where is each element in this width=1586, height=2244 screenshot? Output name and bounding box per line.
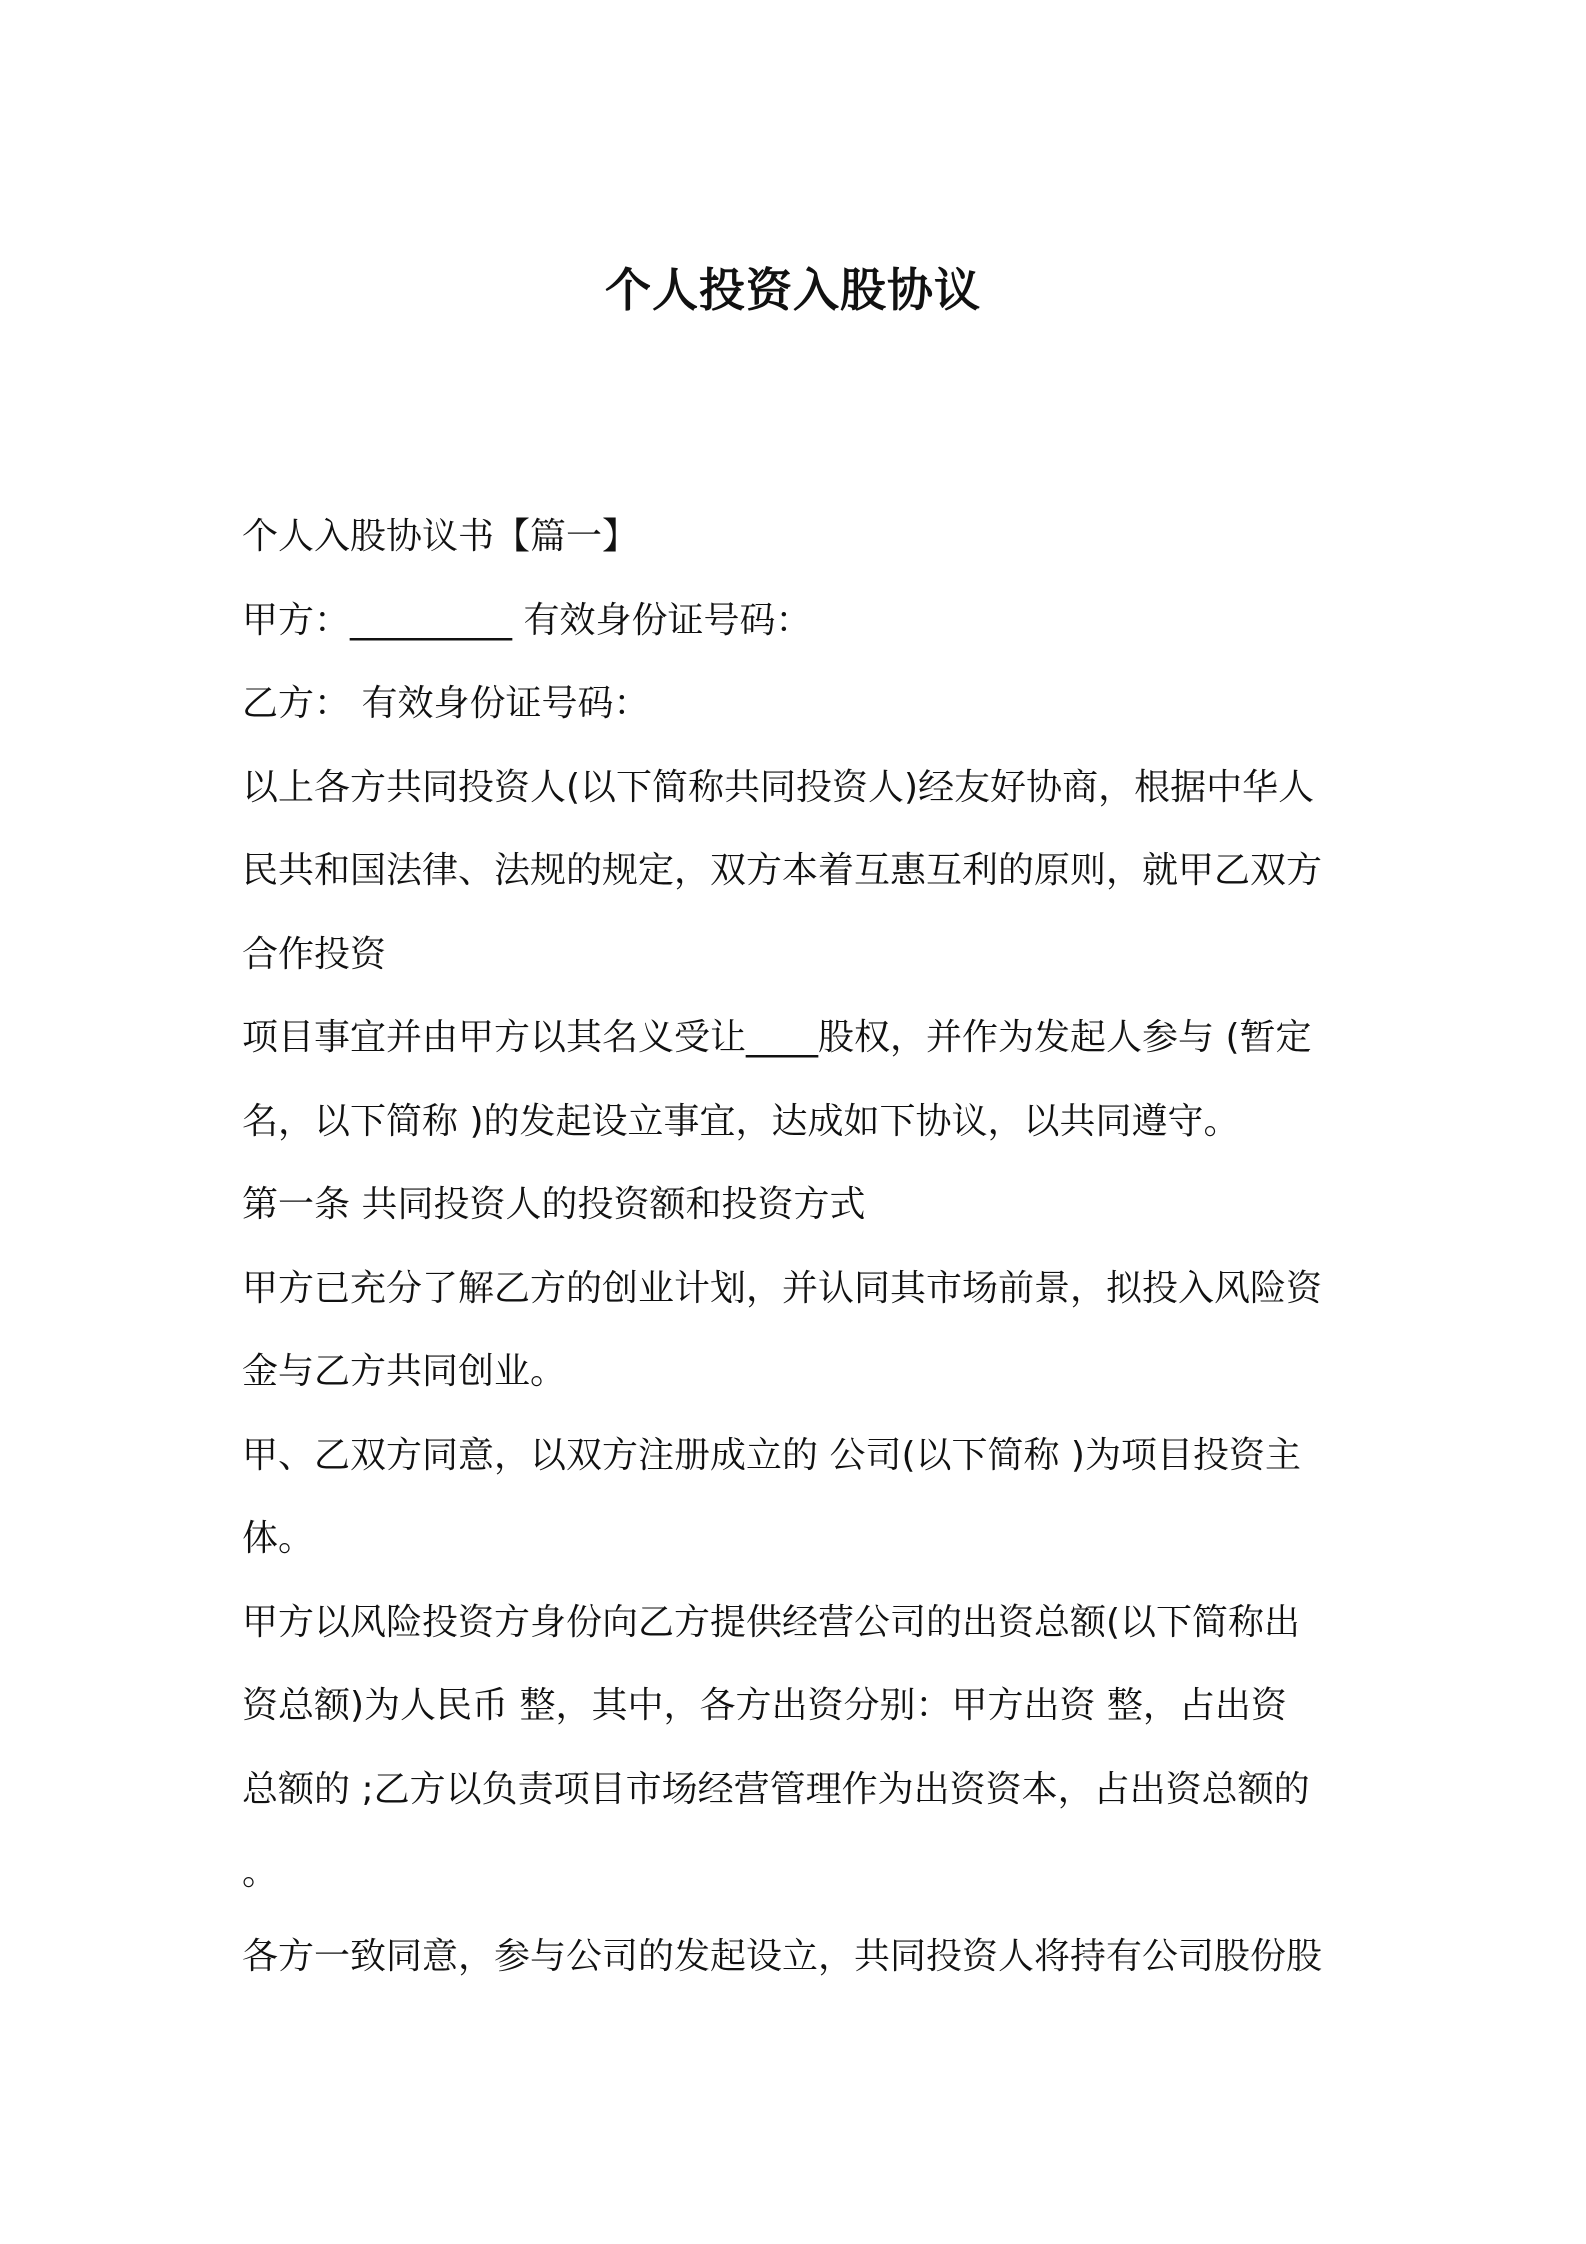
section-heading: 个人入股协议书【篇一】 [242,516,639,557]
party-b-line: 乙方： 有效身份证号码： [242,683,650,724]
document-body [242,495,1360,1998]
paragraph-line: 甲方已充分了解乙方的创业计划，并认同其市场前景，拟投入风险资 [242,1267,1323,1309]
party-a-line: 甲方：_________ 有效身份证号码： [242,599,812,641]
paragraph-line: 以上各方共同投资人(以下简称共同投资人)经友好协商，根据中华人 [242,766,1315,808]
paragraph-line: 各方一致同意，参与公司的发起设立，共同投资人将持有公司股份股 [242,1935,1323,1977]
paragraph-line: 总额的 ;乙方以负责项目市场经营管理作为出资资本，占出资总额的 [242,1768,1310,1810]
document-title: 个人投资入股协议 [605,263,981,317]
paragraph-line: 民共和国法律、法规的规定，双方本着互惠互利的原则，就甲乙双方 [242,850,1323,891]
paragraph-line: 甲方以风险投资方身份向乙方提供经营公司的出资总额(以下简称出 [242,1601,1301,1643]
article-heading: 第一条 共同投资人的投资额和投资方式 [242,1184,866,1225]
paragraph-line: 金与乙方共同创业。 [242,1351,567,1392]
paragraph-line: 资总额)为人民币 整，其中，各方出资分别：甲方出资 整，占出资 [242,1685,1287,1726]
paragraph-line: 项目事宜并由甲方以其名义受让____股权，并作为发起人参与 (暂定 [242,1017,1312,1058]
paragraph-line: 体。 [242,1518,315,1559]
paragraph-line: 。 [242,1852,279,1893]
paragraph-line: 合作投资 [242,933,387,975]
paragraph-line: 名，以下简称 )的发起设立事宜，达成如下协议，以共同遵守。 [242,1100,1240,1142]
paragraph-line: 甲、乙双方同意，以双方注册成立的 公司(以下简称 )为项目投资主 [242,1434,1301,1476]
